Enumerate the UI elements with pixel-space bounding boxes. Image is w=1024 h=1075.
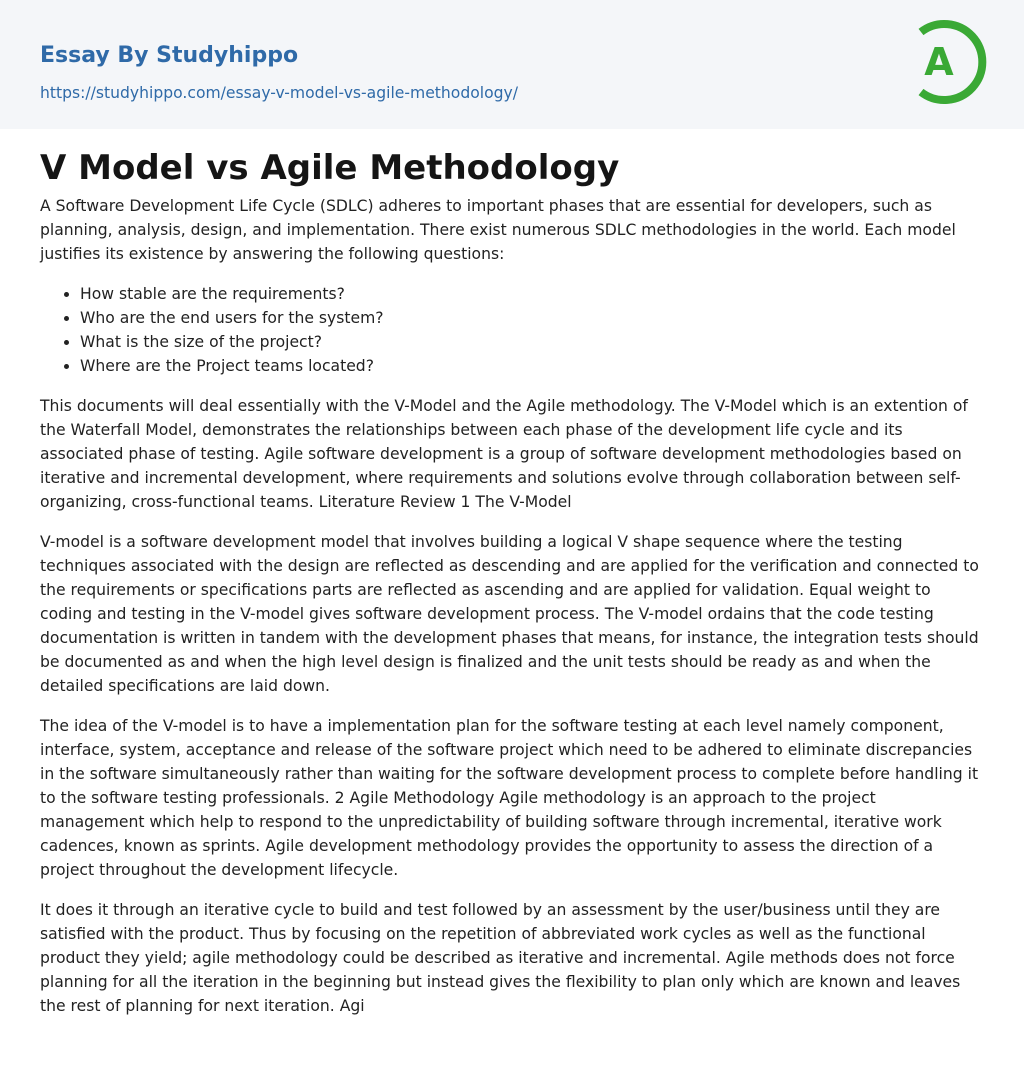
body-paragraph: This documents will deal essentially with the V-Model and the Agile methodology. The V-Model which is an extention of the Waterfall Model, demonstrates the relationships between each phase of the development life cycle and its associated phase of testing. Agile software development is a group of software development methodologies based on iterative and incremental development, where requirements and solutions evolve through collaboration between self-organizing, cross-functional teams. Literature Review 1 The V-Model [40, 397, 968, 511]
body-paragraph: It does it through an iterative cycle to build and test followed by an assessment by the user/business until they are satisfied with the product. Thus by focusing on the repetition of abbreviated work cycles as well as the functional product they yield; agile methodology could be described as iterative and incremental. Agile methods does not force planning for all the iteration in the beginning but instead gives the flexibility to plan only which are known and leaves the rest of planning for next iteration. Agi [40, 901, 961, 1015]
article-body [40, 194, 984, 1034]
logo-letter: A [924, 40, 954, 84]
brand-title[interactable]: Essay By Studyhippo [40, 43, 299, 68]
studyhippo-logo-icon[interactable] [908, 18, 988, 106]
intro-paragraph: A Software Development Life Cycle (SDLC) adheres to important phases that are essential for developers, such as planning, analysis, design, and implementation. There exist numerous SDLC methodologies in the world. Each model justifies its existence by answering the following questions: [40, 197, 956, 263]
body-paragraph: The idea of the V-model is to have a implementation plan for the software testing at each level namely component, interface, system, acceptance and release of the software project which need to be adhered to eliminate discrepancies in the software simultaneously rather than waiting for the software development process to complete before handling it to the software testing professionals. 2 Agile Methodology Agile methodology is an approach to the project management which help to respond to the unpredictability of building software through incremental, iterative work cadences, known as sprints. Agile development methodology provides the opportunity to assess the direction of a project throughout the development lifecycle. [40, 717, 979, 879]
list-item: • How stable are the requirements? [80, 282, 984, 306]
body-paragraph: V-model is a software development model that involves building a logical V shape sequence where the testing techniques associated with the design are reflected as descending and are applied for the verification and connected to the requirements or specifications parts are reflected as ascending and are applied for validation. Equal weight to coding and testing in the V-model gives software development process. The V-model ordains that the code testing documentation is written in tandem with the development phases that means, for instance, the integration tests should be documented as and when the high level design is finalized and the unit tests should be ready as and when the detailed specifications are laid down. [40, 533, 979, 695]
site-header [0, 0, 1024, 129]
list-item: • Where are the Project teams located? [80, 354, 984, 378]
article-url-link[interactable]: https://studyhippo.com/essay-v-model-vs-agile-methodology/ [40, 84, 519, 102]
questions-list [40, 282, 984, 378]
list-item: • Who are the end users for the system? [80, 306, 984, 330]
list-item: • What is the size of the project? [80, 330, 984, 354]
page-title: V Model vs Agile Methodology [40, 148, 620, 188]
